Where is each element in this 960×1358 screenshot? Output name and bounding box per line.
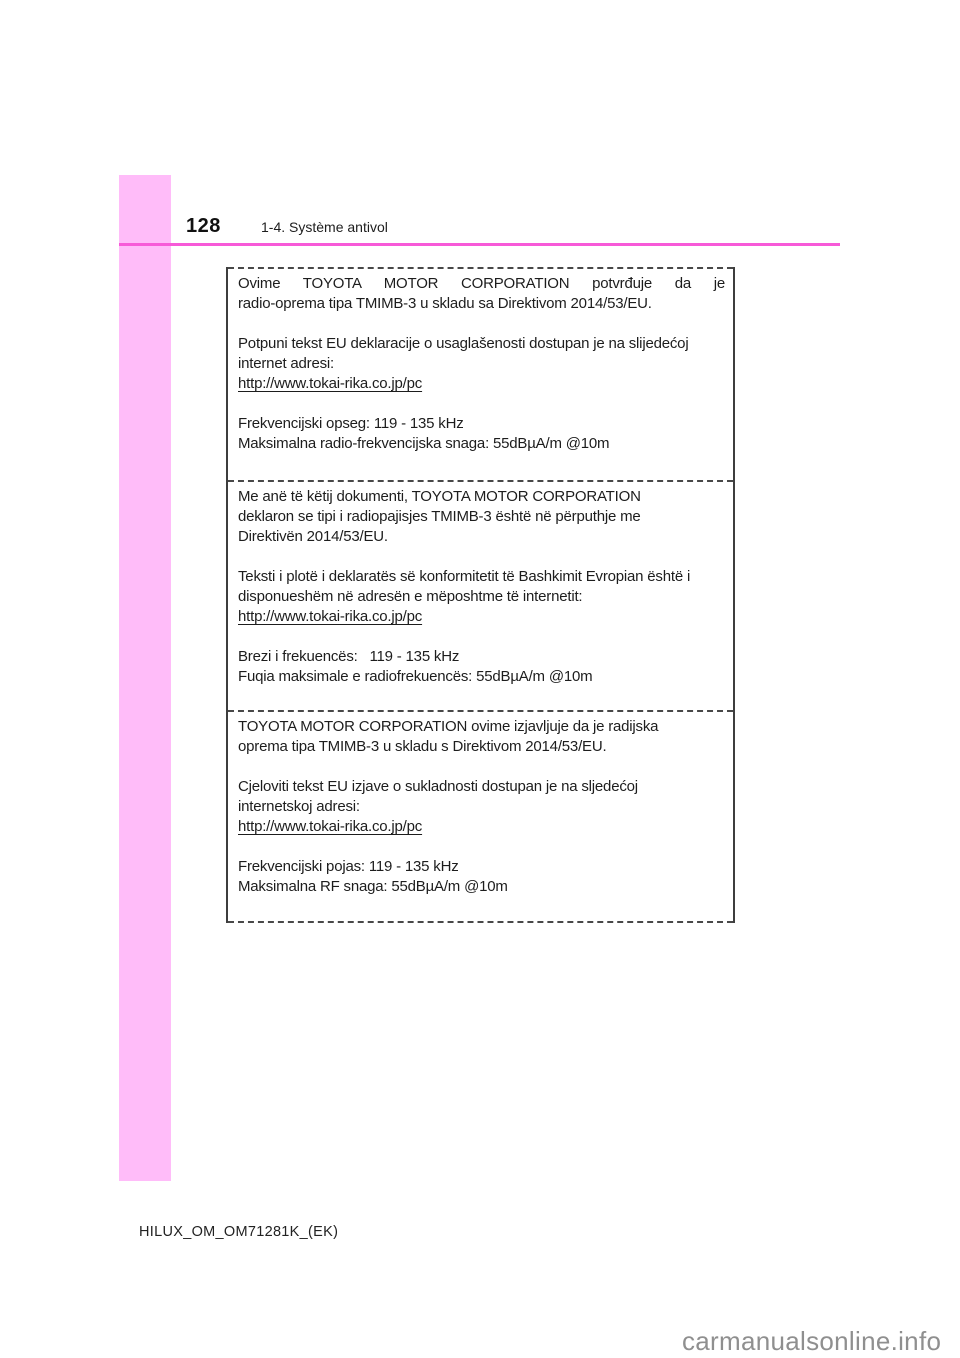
text-line: Cjeloviti tekst EU izjave o sukladnosti dostupan je na sljedećoj [238, 778, 638, 795]
declaration-boxes [226, 267, 735, 923]
text-line: internet adresi: [238, 355, 335, 372]
text-line: deklaron se tipi i radiopajisjes TMIMB-3 është në përputhje me [238, 508, 641, 525]
text-line: Frekvencijski opseg: 119 - 135 kHz [238, 415, 464, 432]
page-number: 128 [186, 215, 221, 237]
text-line: oprema tipa TMIMB-3 u skladu s Direktivom 2014/53/EU. [238, 738, 607, 755]
text-line: Frekvencijski pojas: 119 - 135 kHz [238, 858, 459, 875]
url-text: http://www.tokai-rika.co.jp/pc [238, 375, 423, 392]
url-text: http://www.tokai-rika.co.jp/pc [238, 818, 423, 835]
text-line: radio-oprema tipa TMIMB-3 u skladu sa Direktivom 2014/53/EU. [238, 295, 652, 312]
text-line [238, 547, 725, 567]
text-line: Fuqia maksimale e radiofrekuencës: 55dBµA/m @10m [238, 668, 593, 685]
footer-document-code: HILUX_OM_OM71281K_(EK) [139, 1224, 339, 1240]
text-line [238, 627, 725, 647]
text-line: Brezi i frekuencës: 119 - 135 kHz [238, 648, 460, 665]
section-header: 1-4. Système antivol [261, 219, 388, 235]
declaration-section-croatian [228, 710, 733, 923]
text-line: Ovime TOYOTA MOTOR CORPORATION potvrđuje da je [238, 275, 725, 292]
header-rule [119, 243, 840, 246]
text-line: Direktivën 2014/53/EU. [238, 528, 388, 545]
text-line: TOYOTA MOTOR CORPORATION ovime izjavljuje da je radijska [238, 718, 659, 735]
declaration-section-bosnian [228, 267, 733, 480]
text-line [238, 837, 725, 857]
text-line: Maksimalna radio-frekvencijska snaga: 55dBµA/m @10m [238, 435, 610, 452]
text-line: Me anë të këtij dokumenti, TOYOTA MOTOR CORPORATION [238, 488, 641, 505]
declaration-section-albanian [228, 480, 733, 710]
text-line [238, 757, 725, 777]
text-line: disponueshëm në adresën e mëposhtme të internetit: [238, 588, 583, 605]
watermark: carmanualsonline.info [682, 1326, 942, 1356]
text-line: Potpuni tekst EU deklaracije o usaglašenosti dostupan je na slijedećoj [238, 335, 689, 352]
text-line: Maksimalna RF snaga: 55dBµA/m @10m [238, 878, 508, 895]
url-text: http://www.tokai-rika.co.jp/pc [238, 608, 423, 625]
text-line: Teksti i plotë i deklaratës së konformitetit të Bashkimit Evropian është i [238, 568, 691, 585]
text-line: internetskoj adresi: [238, 798, 360, 815]
text-line [238, 314, 725, 334]
text-line [238, 394, 725, 414]
sidebar-accent-bar [119, 175, 171, 1181]
